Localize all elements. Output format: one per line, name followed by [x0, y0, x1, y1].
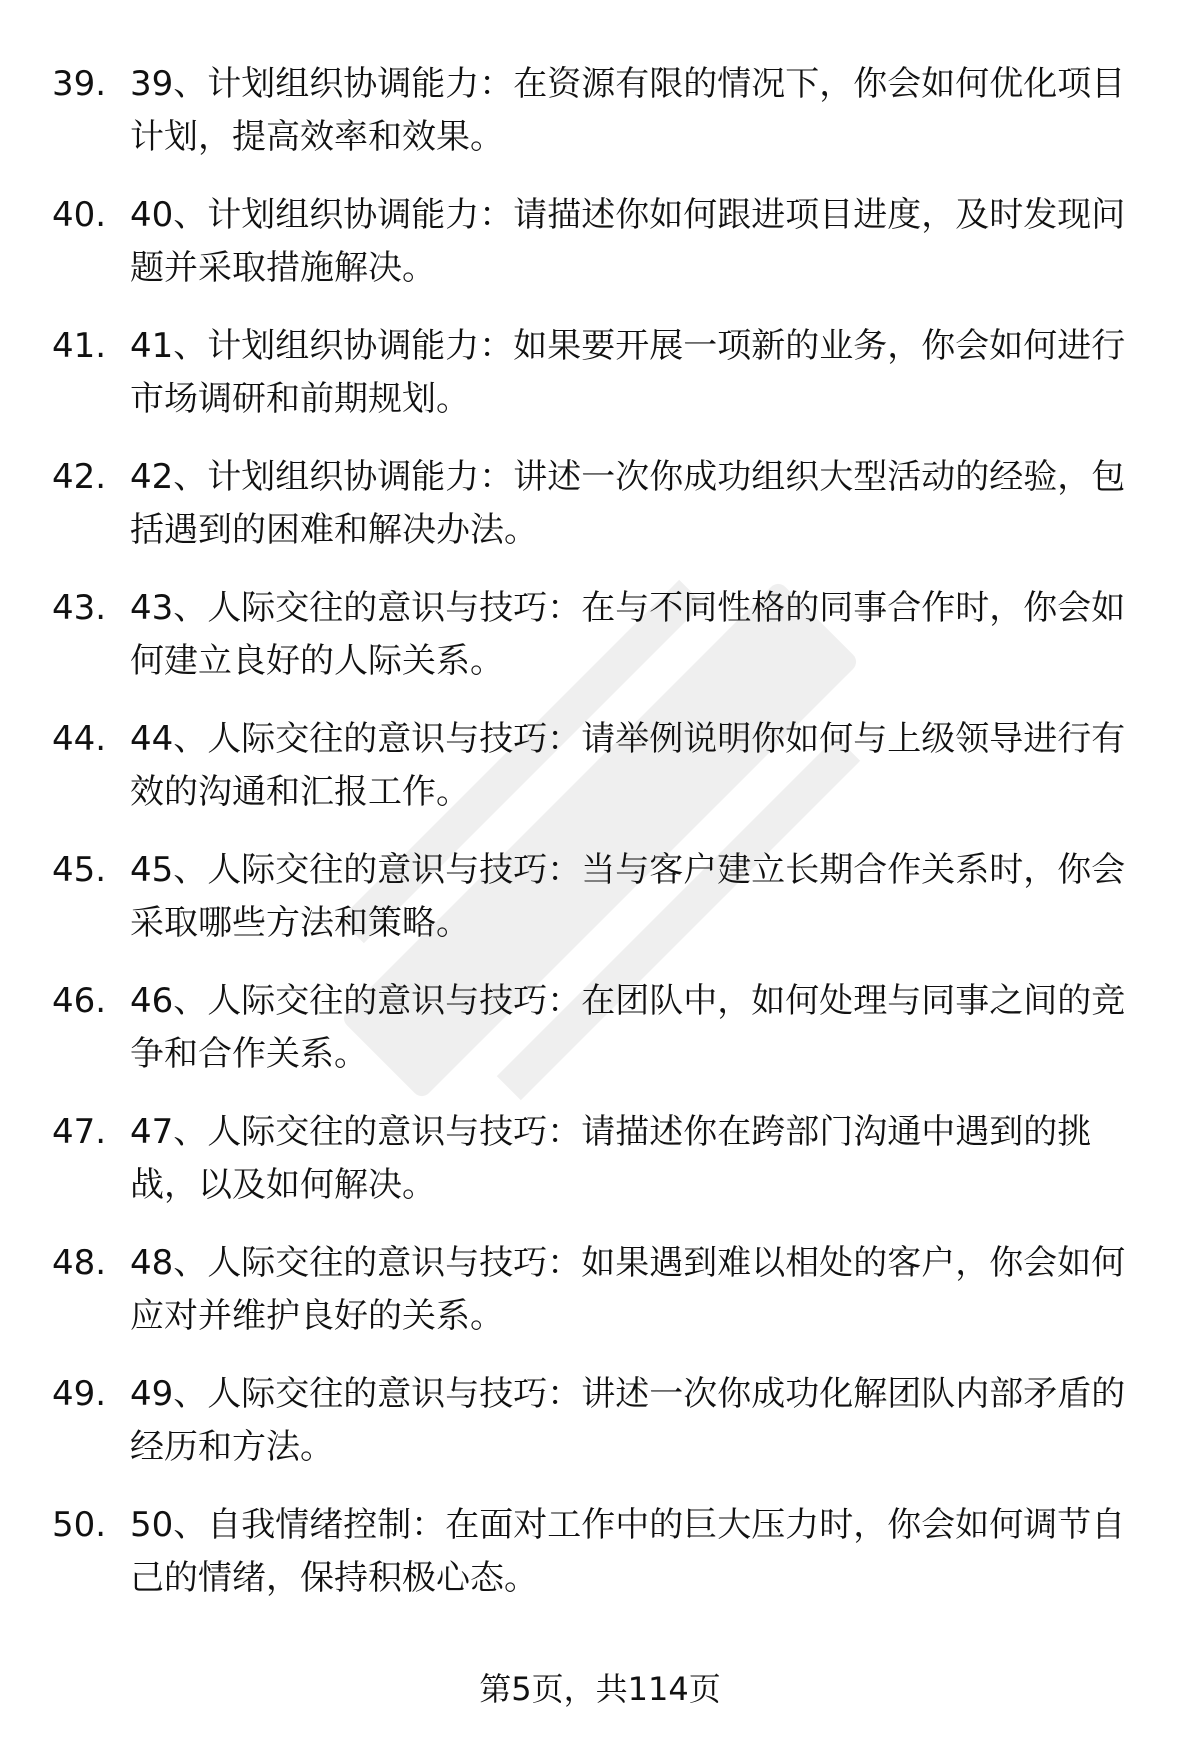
question-number: 47. — [52, 1112, 107, 1152]
question-item — [0, 713, 1200, 844]
question-text: 44、人际交往的意识与技巧：请举例说明你如何与上级领导进行有效的沟通和汇报工作。 — [130, 719, 1126, 812]
question-number: 45. — [52, 850, 107, 890]
question-number: 40. — [52, 195, 107, 235]
question-text: 40、计划组织协调能力：请描述你如何跟进项目进度，及时发现问题并采取措施解决。 — [130, 195, 1126, 288]
question-item — [0, 1368, 1200, 1499]
question-text: 47、人际交往的意识与技巧：请描述你在跨部门沟通中遇到的挑战，以及如何解决。 — [130, 1112, 1092, 1205]
question-item — [0, 451, 1200, 582]
question-item — [0, 1499, 1200, 1630]
question-item — [0, 1237, 1200, 1368]
question-text: 48、人际交往的意识与技巧：如果遇到难以相处的客户，你会如何应对并维护良好的关系。 — [130, 1243, 1126, 1336]
question-text: 43、人际交往的意识与技巧：在与不同性格的同事合作时，你会如何建立良好的人际关系。 — [130, 588, 1126, 681]
question-text: 50、自我情绪控制：在面对工作中的巨大压力时，你会如何调节自己的情绪，保持积极心态。 — [130, 1505, 1126, 1598]
question-item — [0, 582, 1200, 713]
question-text: 41、计划组织协调能力：如果要开展一项新的业务，你会如何进行市场调研和前期规划。 — [130, 326, 1126, 419]
question-item — [0, 189, 1200, 320]
question-number: 41. — [52, 326, 107, 366]
page-footer: 第5页，共114页 — [479, 1670, 721, 1708]
question-number: 49. — [52, 1374, 107, 1414]
question-number: 46. — [52, 981, 107, 1021]
question-number: 42. — [52, 457, 107, 497]
question-number: 50. — [52, 1505, 107, 1545]
question-item — [0, 975, 1200, 1106]
question-number: 44. — [52, 719, 107, 759]
question-item — [0, 320, 1200, 451]
question-text: 46、人际交往的意识与技巧：在团队中，如何处理与同事之间的竞争和合作关系。 — [130, 981, 1126, 1074]
question-text: 39、计划组织协调能力：在资源有限的情况下，你会如何优化项目计划，提高效率和效果。 — [130, 64, 1126, 157]
question-text: 42、计划组织协调能力：讲述一次你成功组织大型活动的经验，包括遇到的困难和解决办法。 — [130, 457, 1126, 550]
question-number: 48. — [52, 1243, 107, 1283]
question-item — [0, 844, 1200, 975]
question-text: 45、人际交往的意识与技巧：当与客户建立长期合作关系时，你会采取哪些方法和策略。 — [130, 850, 1126, 943]
question-item — [0, 1106, 1200, 1237]
question-number: 39. — [52, 64, 107, 104]
question-number: 43. — [52, 588, 107, 628]
question-item — [0, 58, 1200, 189]
question-text: 49、人际交往的意识与技巧：讲述一次你成功化解团队内部矛盾的经历和方法。 — [130, 1374, 1126, 1467]
question-list — [0, 58, 1200, 1630]
